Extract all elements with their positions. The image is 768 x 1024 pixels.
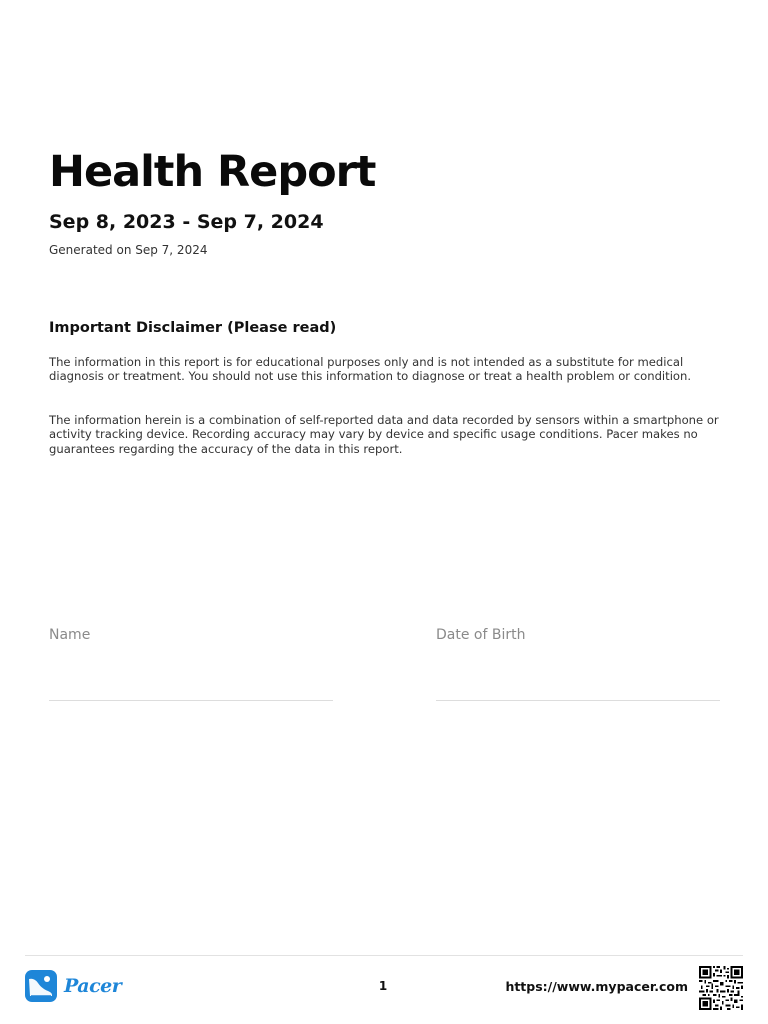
pacer-shoe-icon	[25, 970, 57, 1002]
footer-url-link[interactable]: https://www.mypacer.com	[505, 979, 688, 994]
name-label: Name	[49, 627, 91, 643]
disclaimer-paragraph: The information herein is a combination of self-reported data and data recorded by sensors within a smartphone or activity tracking device. Recording accuracy may vary by device and specific usage conditions. Pacer makes no guarantees regarding the accuracy of the data in this report.	[49, 413, 719, 456]
name-field	[49, 626, 333, 701]
page-title: Health Report	[49, 147, 376, 197]
disclaimer-heading: Important Disclaimer (Please read)	[49, 320, 337, 336]
date-of-birth-label: Date of Birth	[436, 627, 526, 643]
page-number: 1	[378, 979, 388, 993]
footer-divider	[25, 955, 743, 956]
generated-date: Generated on Sep 7, 2024	[49, 243, 208, 257]
report-date-range: Sep 8, 2023 - Sep 7, 2024	[49, 211, 324, 233]
disclaimer-paragraph: The information in this report is for educational purposes only and is not intended as a substitute for medical diagnosis or treatment. You should not use this information to diagnose or treat a health problem or condition.	[49, 355, 692, 384]
name-underline	[49, 700, 333, 701]
brand-name: Pacer	[64, 975, 122, 997]
date-of-birth-underline	[436, 700, 720, 701]
date-of-birth-field	[436, 626, 720, 701]
qr-code-icon	[699, 966, 743, 1010]
pacer-logo	[25, 970, 121, 1002]
